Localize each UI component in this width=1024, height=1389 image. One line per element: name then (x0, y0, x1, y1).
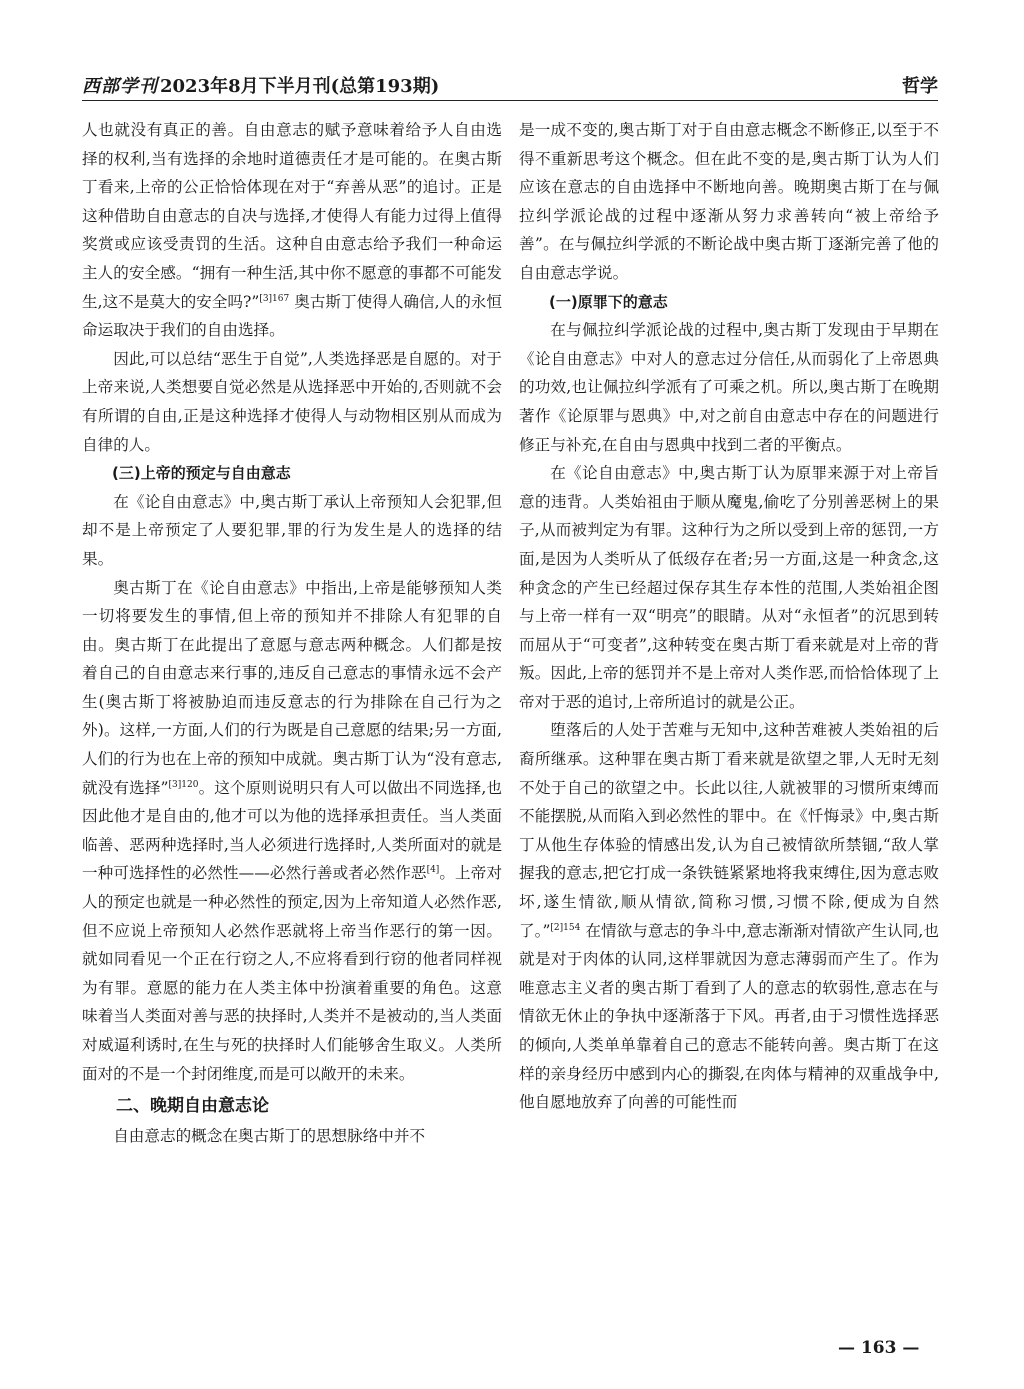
journal-logo: 西部学刊 (82, 76, 158, 97)
citation: [3]120 (168, 779, 199, 790)
paragraph: 是一成不变的,奥古斯丁对于自由意志概念不断修正,以至于不得不重新思考这个概念。但在此不变的是,奥古斯丁认为人们应该在意志的自由选择中不断地向善。晚期奥古斯丁在与佩拉纠学派论战的过程中逐渐从努力求善转向“被上帝给予善”。在与佩拉纠学派的不断论战中奥古斯丁逐渐完善了他的自由意志学说。 (519, 121, 939, 282)
paragraph: 自由意志的概念在奥古斯丁的思想脉络中并不 (113, 1127, 426, 1146)
section-heading: 二、晚期自由意志论 (116, 1096, 269, 1117)
paragraph: 人也就没有真正的善。自由意志的赋予意味着给予人自由选择的权利,当有选择的余地时道德责任才是可能的。在奥古斯丁看来,上帝的公正恰恰体现在对于“弃善从恶”的追讨。正是这种借助自由意志的自决与选择,才使得人有能力过得上值得奖赏或应该受责罚的生活。这种自由意志给予我们一种命运主人的安全感。“拥有一种生活,其中你不愿意的事都不可能发生,这不是莫大的安全吗?”$^{[3]167}$ 奥古斯丁使得人确信,人的永恒命运取决于我们的自由选择。 (82, 121, 502, 340)
right-column (519, 116, 939, 1117)
paragraph: 奥古斯丁在《论自由意志》中指出,上帝是能够预知人类一切将要发生的事情,但上帝的预知并不排除人有犯罪的自由。奥古斯丁在此提出了意愿与意志两种概念。人们都是按着自己的自由意志来行事的,违反自己意志的事情永远不会产生(奥古斯丁将被胁迫而违反意志的行为排除在自己行为之外)。这样,一方面,人们的行为既是自己意愿的结果;另一方面,人们的行为也在上帝的预知中成就。奥古斯丁认为“没有意志,就没有选择”$^{[3]120}$。这个原则说明只有人可以做出不同选择,也因此他才是自由的,他才可以为他的选择承担责任。当人类面临善、恶两种选择时,当人必须进行选择时,人类所面对的就是一种可选择性的必然性——必然行善或者必然作恶[4]。上帝对人的预定也就是一种必然性的预定,因为上帝知道人必然作恶,但不应说上帝预知人必然作恶就将上帝当作恶行的第一因。就如同看见一个正在行窃之人,不应将看到行窃的他者同样视为有罪。意愿的能力在人类主体中扮演着重要的角色。这意味着当人类面对善与恶的抉择时,人类并不是被动的,当人类面对威逼利诱时,在生与死的抉择时人们能够舍生取义。人类所面对的不是一个封闭维度,而是可以敞开的未来。 (82, 578, 502, 1083)
paragraph: 在《论自由意志》中,奥古斯丁承认上帝预知人会犯罪,但却不是上帝预定了人要犯罪,罪的行为发生是人的选择的结果。 (82, 492, 502, 568)
citation: [3]167 (259, 293, 290, 304)
paragraph: 堕落后的人处于苦难与无知中,这种苦难被人类始祖的后裔所继承。这种罪在奥古斯丁看来就是欲望之罪,人无时无刻不处于自己的欲望之中。长此以往,人就被罪的习惯所束缚而不能摆脱,从而陷入到必然性的罪中。在《忏悔录》中,奥古斯丁从他生存体验的情感出发,认为自己被情欲所禁锢,“敌人掌握我的意志,把它打成一条铁链紧紧地将我束缚住,因为意志败坏,遂生情欲,顺从情欲,简称习惯,习惯不除,便成为自然了。”$^{[2]154}$ 在情欲与意志的争斗中,意志渐渐对情欲产生认同,也就是对于肉体的认同,这样罪就因为意志薄弱而产生了。作为唯意志主义者的奥古斯丁看到了人的意志的软弱性,意志在与情欲无休止的争执中逐渐落于下风。再者,由于习惯性选择恶的倾向,人类单单靠着自己的意志不能转向善。奥古斯丁在这样的亲身经历中感到内心的撕裂,在肉体与精神的双重战争中,他自愿地放弃了向善的可能性而 (519, 721, 939, 1112)
citation: [2]154 (550, 922, 581, 933)
journal-issue-line (82, 72, 439, 98)
section-label: 哲学 (902, 76, 938, 97)
subsection-heading: (一)原罪下的意志 (549, 292, 668, 311)
paragraph: 在《论自由意志》中,奥古斯丁认为原罪来源于对上帝旨意的违背。人类始祖由于顺从魔鬼,偷吃了分别善恶树上的果子,从而被判定为有罪。这种行为之所以受到上帝的惩罚,一方面,是因为人类听从了低级存在者;另一方面,这是一种贪念,这种贪念的产生已经超过保存其生存本性的范围,人类始祖企图与上帝一样有一双“明亮”的眼睛。从对“永恒者”的沉思到转而屈从于“可变者”,这种转变在奥古斯丁看来就是对上帝的背叛。因此,上帝的惩罚并不是上帝对人类作恶,而恰恰体现了上帝对于恶的追讨,上帝所追讨的就是公正。 (519, 464, 939, 711)
paragraph: 因此,可以总结“恶生于自觉”,人类选择恶是自愿的。对于上帝来说,人类想要自觉必然是从选择恶中开始的,否则就不会有所谓的自由,正是这种选择才使得人与动物相区别从而成为自律的人。 (82, 349, 502, 454)
running-header (82, 70, 938, 101)
issue-info: 2023年8月下半月刊(总第193期) (160, 76, 440, 97)
citation: [4] (426, 865, 440, 876)
paragraph: 在与佩拉纠学派论战的过程中,奥古斯丁发现由于早期在《论自由意志》中对人的意志过分信任,从而弱化了上帝恩典的功效,也让佩拉纠学派有了可乘之机。所以,奥古斯丁在晚期著作《论原罪与恩典》中,对之前自由意志中存在的问题进行修正与补充,在自由与恩典中找到二者的平衡点。 (519, 321, 939, 454)
subsection-heading: (三)上帝的预定与自由意志 (112, 464, 291, 483)
left-column (82, 116, 502, 1151)
page-number: — 163 — (838, 1338, 920, 1358)
